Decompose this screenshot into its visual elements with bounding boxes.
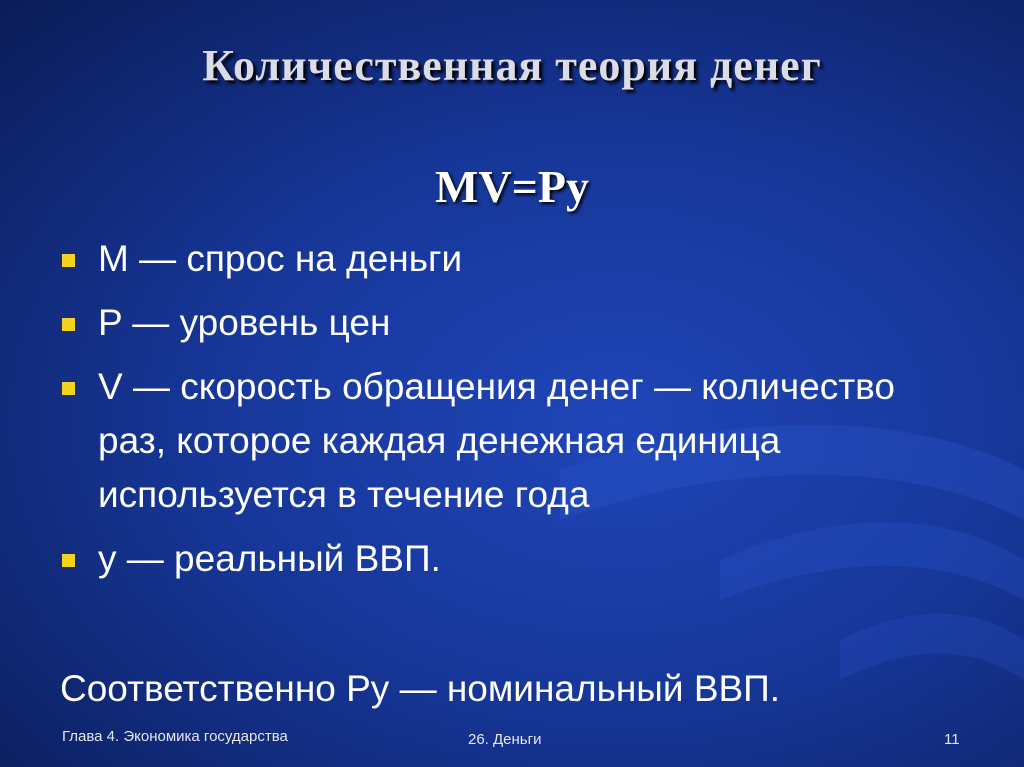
page-number: 11 bbox=[944, 731, 960, 748]
bullet-text: M — спрос на деньги bbox=[98, 238, 463, 279]
bullet-item bbox=[60, 532, 960, 586]
square-bullet-icon bbox=[62, 382, 75, 395]
slide-title: Количественная теория денег bbox=[202, 41, 822, 90]
square-bullet-icon bbox=[62, 554, 75, 567]
formula: MV=Py bbox=[435, 161, 589, 212]
bullet-item bbox=[60, 232, 960, 286]
conclusion-text: Соответственно Py — номинальный ВВП. bbox=[60, 668, 781, 709]
bullet-text: P — уровень цен bbox=[98, 302, 391, 343]
bullet-item bbox=[60, 296, 960, 350]
bullet-text: V — скорость обращения денег — количество раз, которое каждая денежная единица используется в течение года bbox=[98, 366, 895, 515]
footer-topic: 26. Деньги bbox=[468, 731, 542, 748]
bullet-item bbox=[60, 360, 960, 522]
bullet-list bbox=[60, 232, 960, 596]
bullet-text: y — реальный ВВП. bbox=[98, 538, 441, 579]
footer-chapter: Глава 4. Экономика государства bbox=[62, 728, 288, 745]
square-bullet-icon bbox=[62, 318, 75, 331]
square-bullet-icon bbox=[62, 254, 75, 267]
